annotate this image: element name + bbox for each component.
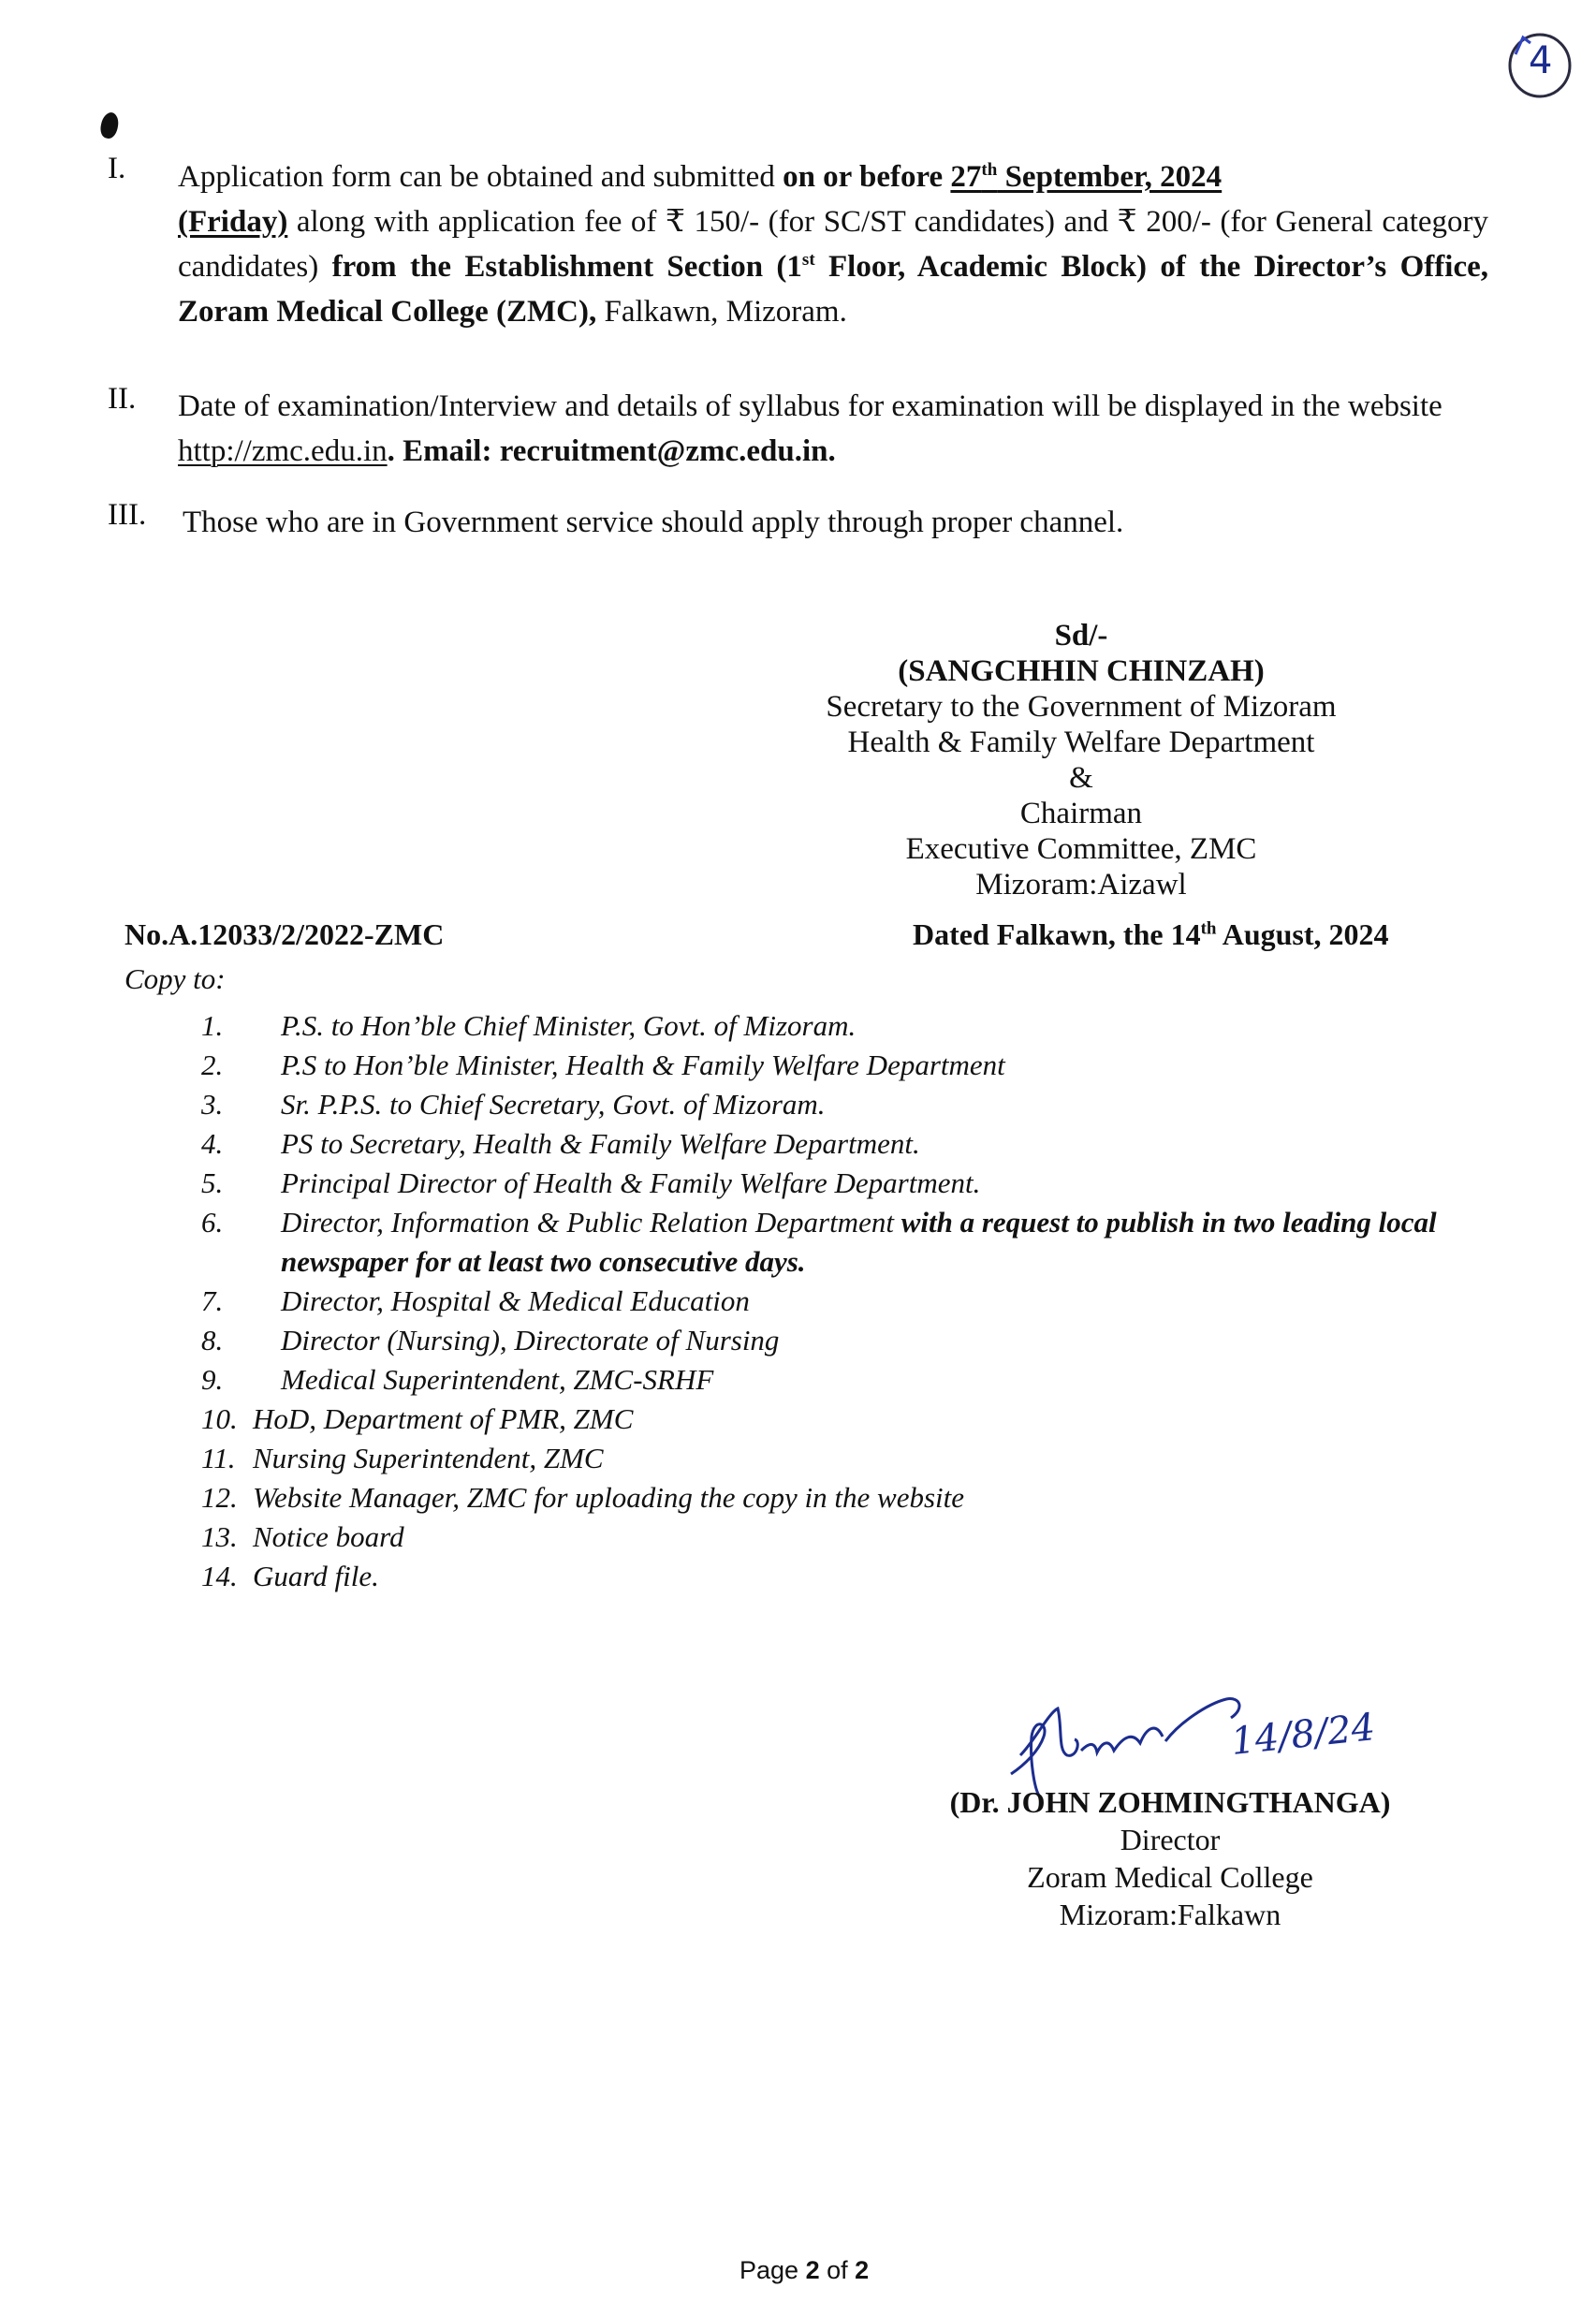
signatory-line: Mizoram:Aizawl: [975, 868, 1187, 902]
signatory-line: Chairman: [1019, 797, 1143, 830]
total-pages: 2: [855, 2256, 870, 2284]
list-item: 13. Notice board: [201, 1520, 404, 1553]
copy-to-list: [201, 1006, 1573, 1596]
list-item: 11. Nursing Superintendent, ZMC: [201, 1442, 604, 1474]
signatory-line: Executive Committee, ZMC: [905, 832, 1257, 866]
list-item: 6. Director, Information & Public Relation Department with a request to publish in two leading local newspaper for at least two consecutive days.: [201, 1206, 1437, 1278]
copy-to-label: Copy to:: [124, 962, 226, 995]
director-name: (Dr. JOHN ZOHMINGTHANGA): [949, 1785, 1391, 1819]
signatory-line: Secretary to the Government of Mizoram: [826, 690, 1337, 724]
ink-blot: [98, 110, 120, 139]
item-text: Those who are in Government service should apply through proper channel.: [183, 506, 1124, 539]
website-link[interactable]: http://zmc.edu.in: [178, 434, 388, 468]
director-block: [899, 1783, 1442, 1933]
list-item: 4. PS to Secretary, Health & Family Welfare Department.: [201, 1127, 920, 1160]
list-item: 3. Sr. P.P.S. to Chief Secretary, Govt. of Mizoram.: [201, 1088, 826, 1121]
current-page: 2: [805, 2256, 820, 2284]
list-item: 14. Guard file.: [201, 1560, 379, 1592]
list-item: 5. Principal Director of Health & Family Welfare Department.: [201, 1166, 981, 1199]
list-item: 12. Website Manager, ZMC for uploading the copy in the website: [201, 1481, 964, 1514]
item-numeral: I.: [108, 152, 126, 185]
dated-line: Dated Falkawn, the 14th August, 2024: [913, 917, 1389, 951]
handwritten-signature: [992, 1685, 1385, 1797]
page-mark-number: 4: [1529, 39, 1553, 82]
signatory-line: &: [1069, 761, 1093, 795]
page-mark: [1502, 26, 1577, 101]
item-numeral: III.: [108, 498, 147, 532]
director-line: Director: [1120, 1823, 1221, 1856]
item-text: Application form can be obtained and submitted on or before 27th September, 2024 (Friday) along with application fee of ₹ 150/- (for SC/ST candidates) and ₹ 200/- (for General category candidates) from the Establishment Section (1st Floor, Academic Block) of the Director’s Office, Zoram Medical College (ZMC), Falkawn, Mizoram.: [178, 160, 1488, 329]
page-footer: Page 2 of 2: [739, 2256, 870, 2284]
list-item: 7. Director, Hospital & Medical Education: [201, 1284, 750, 1317]
item-text: Date of examination/Interview and details of syllabus for examination will be displayed in the website http://zmc.edu.in. Email: recruitment@zmc.edu.in.: [178, 389, 1442, 468]
list-item: 8. Director (Nursing), Directorate of Nursing: [201, 1324, 780, 1356]
handwritten-date: 14/8/24: [1229, 1706, 1378, 1764]
list-item: 10. HoD, Department of PMR, ZMC: [201, 1402, 634, 1435]
sd-mark: Sd/-: [1054, 619, 1108, 652]
director-line: Zoram Medical College: [1027, 1860, 1313, 1894]
list-item: 2. P.S to Hon’ble Minister, Health & Family Welfare Department: [201, 1048, 1005, 1081]
item-numeral: II.: [108, 382, 137, 416]
email-text: . Email: recruitment@zmc.edu.in.: [387, 434, 836, 468]
signatory-block: [777, 618, 1385, 902]
signatory-line: Health & Family Welfare Department: [847, 726, 1315, 759]
signatory-name: (SANGCHHIN CHINZAH): [898, 654, 1265, 688]
director-line: Mizoram:Falkawn: [1059, 1898, 1281, 1931]
list-item: 9. Medical Superintendent, ZMC-SRHF: [201, 1363, 714, 1396]
list-item: 1. P.S. to Hon’ble Chief Minister, Govt. of Mizoram.: [201, 1009, 857, 1042]
reference-number: No.A.12033/2/2022-ZMC: [124, 917, 445, 951]
